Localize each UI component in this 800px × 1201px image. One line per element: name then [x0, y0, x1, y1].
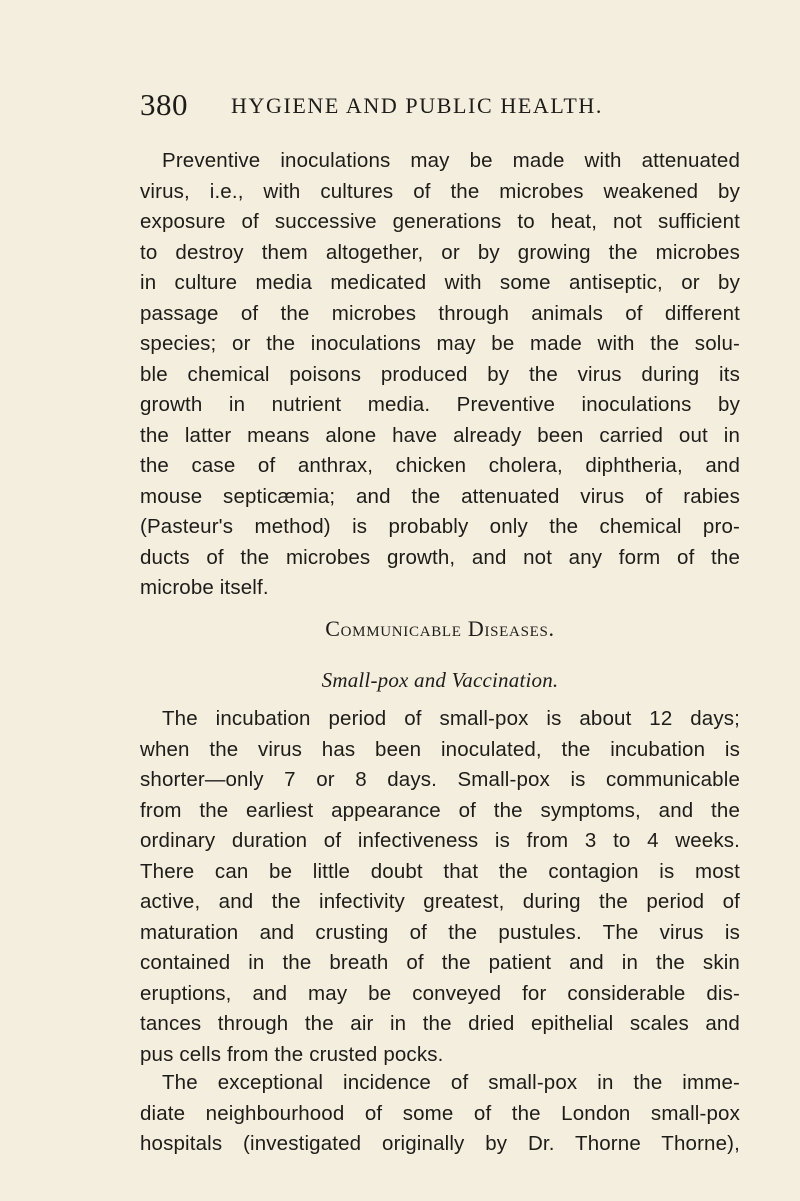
- paragraph-line: microbe itself.: [140, 576, 269, 599]
- paragraph-line: shorter—only 7 or 8 days. Small-pox is communicable: [140, 768, 740, 791]
- paragraph-line: from the earliest appearance of the symptoms, and the: [140, 798, 740, 822]
- paragraph-line: exposure of successive generations to heat, not sufficient: [140, 210, 740, 233]
- paragraph-line: maturation and crusting of the pustules. The virus is: [140, 920, 740, 944]
- paragraph-incubation-period: [140, 704, 740, 1070]
- paragraph-line: the case of anthrax, chicken cholera, diphtheria, and: [140, 454, 740, 477]
- paragraph-line: growth in nutrient media. Preventive inoculations by: [140, 393, 740, 416]
- section-heading: [140, 612, 740, 646]
- paragraph-line: species; or the inoculations may be made with the solu-: [140, 332, 740, 355]
- paragraph-line: the latter means alone have already been carried out in: [140, 423, 740, 447]
- paragraph-line: ble chemical poisons produced by the virus during its: [140, 362, 740, 386]
- paragraph-line: to destroy them altogether, or by growing the microbes: [140, 240, 740, 264]
- paragraph-line: hospitals (investigated originally by Dr. Thorne Thorne),: [140, 1132, 740, 1155]
- paragraph-line: virus, i.e., with cultures of the microbes weakened by: [140, 179, 740, 203]
- section-subheading: Small-pox and Vaccination.: [321, 668, 559, 692]
- paragraph-line: contained in the breath of the patient and in the skin: [140, 951, 740, 974]
- paragraph-line: tances through the air in the dried epithelial scales and: [140, 1012, 740, 1035]
- paragraph-line: in culture media medicated with some antiseptic, or by: [140, 271, 740, 294]
- paragraph-line: mouse septicæmia; and the attenuated virus of rabies: [140, 484, 740, 508]
- paragraph-line: ducts of the microbes growth, and not any form of the: [140, 545, 740, 569]
- paragraph-preventive-inoculations: [140, 146, 740, 604]
- paragraph-line: The exceptional incidence of small-pox in the imme-: [162, 1071, 740, 1094]
- page-number: 380: [140, 87, 188, 122]
- paragraph-london-hospitals: [140, 1068, 740, 1160]
- paragraph-line: ordinary duration of infectiveness is from 3 to 4 weeks.: [140, 829, 740, 852]
- paragraph-line: diate neighbourhood of some of the London small-pox: [140, 1101, 740, 1125]
- running-title: HYGIENE AND PUBLIC HEALTH.: [231, 93, 603, 118]
- paragraph-line: (Pasteur's method) is probably only the chemical pro-: [140, 515, 740, 538]
- paragraph-line: when the virus has been inoculated, the incubation is: [140, 737, 740, 761]
- running-head: [140, 85, 700, 125]
- paragraph-line: pus cells from the crusted pocks.: [140, 1042, 444, 1066]
- paragraph-line: active, and the infectivity greatest, during the period of: [140, 890, 740, 913]
- paragraph-line: Preventive inoculations may be made with attenuated: [162, 149, 740, 172]
- paragraph-line: There can be little doubt that the contagion is most: [140, 859, 740, 883]
- paragraph-line: passage of the microbes through animals of different: [140, 301, 740, 325]
- paragraph-line: eruptions, and may be conveyed for considerable dis-: [140, 981, 740, 1005]
- paragraph-line: The incubation period of small-pox is about 12 days;: [162, 707, 740, 730]
- section-heading-text: Communicable Diseases.: [325, 616, 555, 641]
